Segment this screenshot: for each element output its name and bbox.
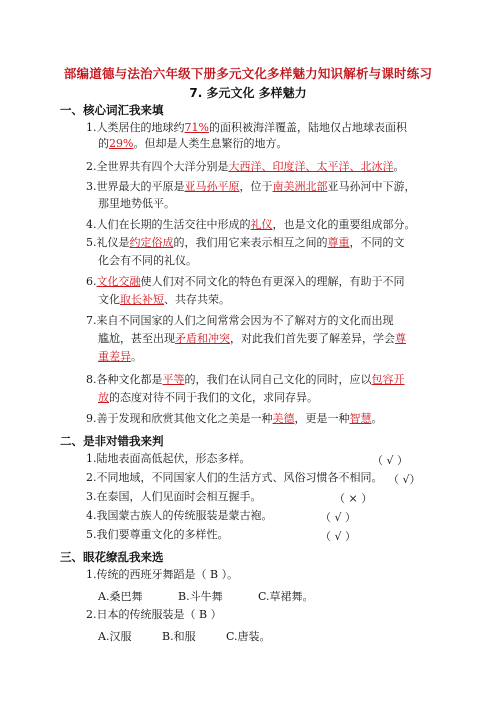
answer-blank: 矛盾和冲突 <box>175 332 230 345</box>
choice-question-1: 1.传统的西班牙舞蹈是（ B ）。 <box>86 568 239 581</box>
fill-q5-line2: 化会有不同的礼仪。 <box>98 254 197 267</box>
answer-blank: 美德 <box>272 412 295 425</box>
section-heading-judge: 二、是非对错我来判 <box>60 434 164 448</box>
fill-q6-line2: 文化取长补短、共存共荣。 <box>98 293 230 306</box>
choice-option: B.斗牛舞 <box>178 590 223 603</box>
answer-blank: 南美洲北部 <box>272 180 328 193</box>
judge-item-4: 4.我国蒙古族人的传统服装是蒙古袍。 <box>86 509 273 522</box>
fill-q7-line1: 7.来自不同国家的人们之间常常会因为不了解对方的文化而出现 <box>86 314 394 327</box>
judge-mark-5: （ √ ） <box>320 530 357 543</box>
choice-option: A.汉服 <box>98 630 132 643</box>
fill-q1-line2: 的29%。但却是人类生息繁衍的地方。 <box>98 137 288 150</box>
judge-item-5: 5.我们要尊重文化的多样性。 <box>86 528 229 541</box>
answer-blank: 尊 <box>395 332 406 345</box>
fill-q4-line1: 4.人们在长期的生活交往中形成的礼仪，也是文化的重要组成部分。 <box>86 218 416 231</box>
fill-q3-line2: 那里地势低平。 <box>98 197 175 210</box>
answer-blank: 大西洋、印度洋、太平洋、北冰洋 <box>228 160 394 173</box>
answer-blank: 放 <box>98 391 109 404</box>
answer-blank: 29% <box>109 137 134 150</box>
choice-option: C.唐装。 <box>226 630 271 643</box>
answer-blank: 智慧 <box>349 412 372 425</box>
choice-option: B.和服 <box>162 630 196 643</box>
answer-blank: 重差异 <box>98 350 131 363</box>
answer-blank: 71% <box>184 121 209 134</box>
fill-q2-line1: 2.全世界共有四个大洋分别是大西洋、印度洋、太平洋、北冰洋。 <box>86 160 405 173</box>
fill-q8-line1: 8.各种文化都是平等的，我们在认同自己文化的同时，应以包容开 <box>86 373 405 386</box>
choice-option: C.草裙舞。 <box>258 590 314 603</box>
choice-options-2 <box>98 628 271 644</box>
document-title: 部编道德与法治六年级下册多元文化多样魅力知识解析与课时练习 <box>63 66 433 81</box>
judge-mark-1: （ √ ） <box>372 454 409 467</box>
section-heading-fill: 一、核心词汇我来填 <box>60 103 164 117</box>
answer-blank: 尊重 <box>327 236 350 249</box>
fill-q6-line1: 6.文化交融使人们对不同文化的特色有更深入的理解，有助于不同 <box>86 275 405 288</box>
fill-q5-line1: 5.礼仪是约定俗成的，我们用它来表示相互之间的尊重，不同的文 <box>86 236 405 249</box>
fill-q1-line1: 1.人类居住的地球约71%的面积被海洋覆盖，陆地仅占地球表面积 <box>86 121 407 134</box>
answer-blank: 文化交融 <box>96 275 141 288</box>
choice-option: A.桑巴舞 <box>98 590 143 603</box>
answer-blank: 取长补短 <box>120 293 164 306</box>
answer-blank: 亚马孙平原 <box>184 180 240 193</box>
fill-q9-line1: 9.善于发现和欣赏其他文化之美是一种美德，更是一种智慧。 <box>86 412 383 425</box>
judge-item-2: 2.不同地域，不同国家人们的生活方式、风俗习惯各不相同。 <box>86 471 383 484</box>
judge-mark-4: （ √ ） <box>320 511 357 524</box>
choice-options-1 <box>98 588 314 604</box>
lesson-title: 7. 多元文化 多样魅力 <box>189 86 307 100</box>
judge-item-3: 3.在泰国，人们见面时会相互握手。 <box>86 490 262 503</box>
answer-blank: 约定俗成 <box>129 236 174 249</box>
fill-q7-line3: 重差异。 <box>98 350 142 363</box>
answer-blank: 平等 <box>162 373 185 386</box>
judge-mark-3: （ × ） <box>334 492 373 505</box>
choice-question-2: 2.日本的传统服装是（ B ） <box>86 608 222 621</box>
fill-q8-line2: 放的态度对待不同于我们的文化，求同存异。 <box>98 391 318 404</box>
judge-item-1: 1.陆地表面高低起伏，形态多样。 <box>86 452 251 465</box>
judge-mark-2: （ √） <box>388 473 421 486</box>
section-heading-choice: 三、眼花缭乱我来选 <box>60 550 164 564</box>
fill-q3-line1: 3.世界最大的平原是亚马孙平原，位于南美洲北部亚马孙河中下游， <box>86 180 416 193</box>
fill-q7-line2: 尴尬，甚至出现矛盾和冲突，对此我们首先要了解差异，学会尊 <box>98 332 406 345</box>
answer-blank: 礼仪 <box>250 218 273 231</box>
answer-blank: 包容开 <box>371 373 405 386</box>
